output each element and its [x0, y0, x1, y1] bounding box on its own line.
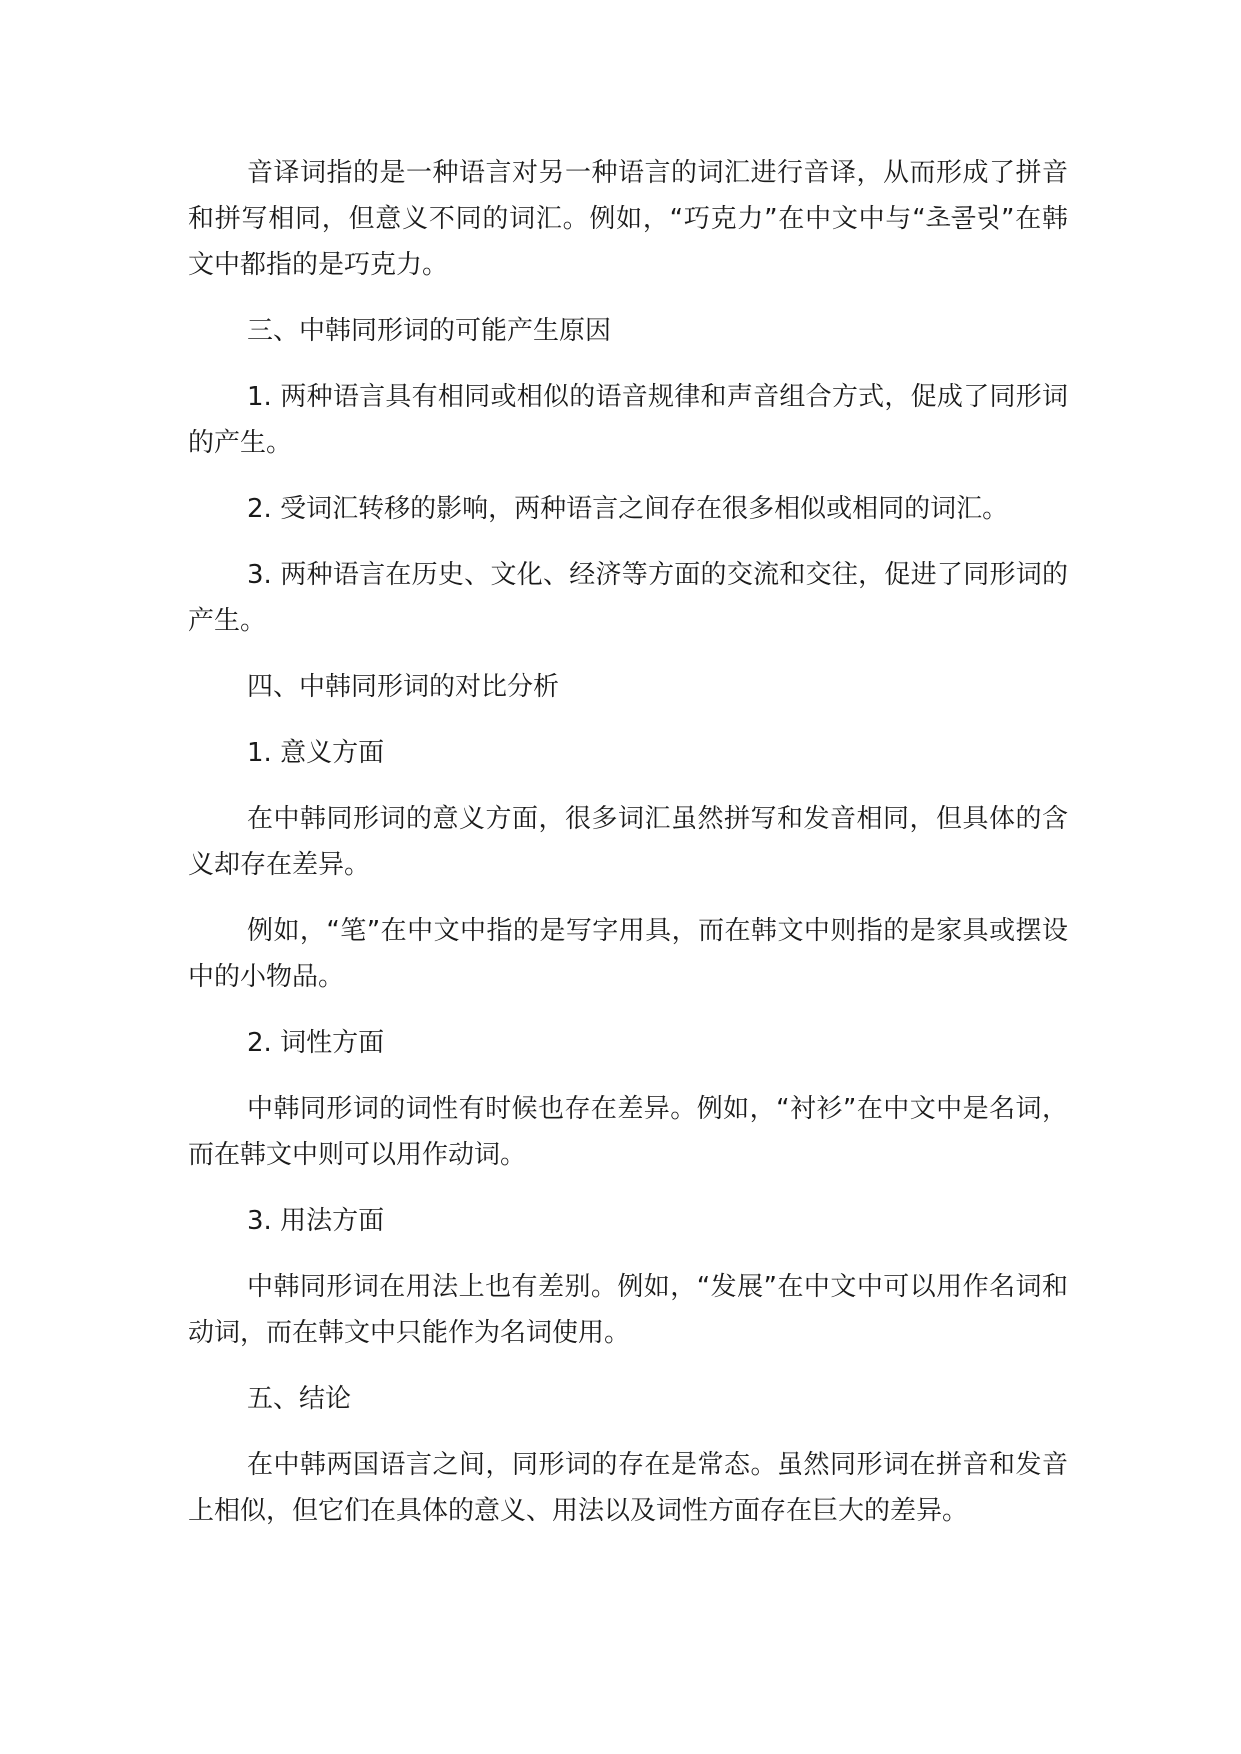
paragraph-part-of-speech: 中韩同形词的词性有时候也存在差异。例如，“衬衫”在中文中是名词，而在韩文中则可以用作动词。 — [188, 1094, 1068, 1170]
document-body — [188, 150, 1068, 1554]
section-heading-conclusion: 五、结论 — [247, 1384, 352, 1414]
list-item-cause-3: 3. 两种语言在历史、文化、经济等方面的交流和交往，促进了同形词的产生。 — [188, 560, 1068, 636]
paragraph-conclusion: 在中韩两国语言之间，同形词的存在是常态。虽然同形词在拼音和发音上相似，但它们在具体的意义、用法以及词性方面存在巨大的差异。 — [188, 1450, 1068, 1526]
list-item-cause-2: 2. 受词汇转移的影响，两种语言之间存在很多相似或相同的词汇。 — [247, 494, 1009, 524]
section-heading-causes: 三、中韩同形词的可能产生原因 — [247, 316, 612, 346]
list-item-cause-1: 1. 两种语言具有相同或相似的语音规律和声音组合方式，促成了同形词的产生。 — [188, 382, 1068, 458]
paragraph-meaning-example: 例如，“笔”在中文中指的是写字用具，而在韩文中则指的是家具或摆设中的小物品。 — [188, 916, 1068, 992]
subheading-usage: 3. 用法方面 — [247, 1206, 385, 1236]
paragraph-meaning: 在中韩同形词的意义方面，很多词汇虽然拼写和发音相同，但具体的含义却存在差异。 — [188, 804, 1068, 880]
subheading-meaning: 1. 意义方面 — [247, 738, 385, 768]
section-heading-analysis: 四、中韩同形词的对比分析 — [247, 672, 560, 702]
subheading-part-of-speech: 2. 词性方面 — [247, 1028, 385, 1058]
paragraph-usage: 中韩同形词在用法上也有差别。例如，“发展”在中文中可以用作名词和动词，而在韩文中只能作为名词使用。 — [188, 1272, 1068, 1348]
paragraph-transliteration: 音译词指的是一种语言对另一种语言的词汇进行音译，从而形成了拼音和拼写相同，但意义不同的词汇。例如，“巧克力”在中文中与“초콜릿”在韩文中都指的是巧克力。 — [188, 158, 1068, 280]
